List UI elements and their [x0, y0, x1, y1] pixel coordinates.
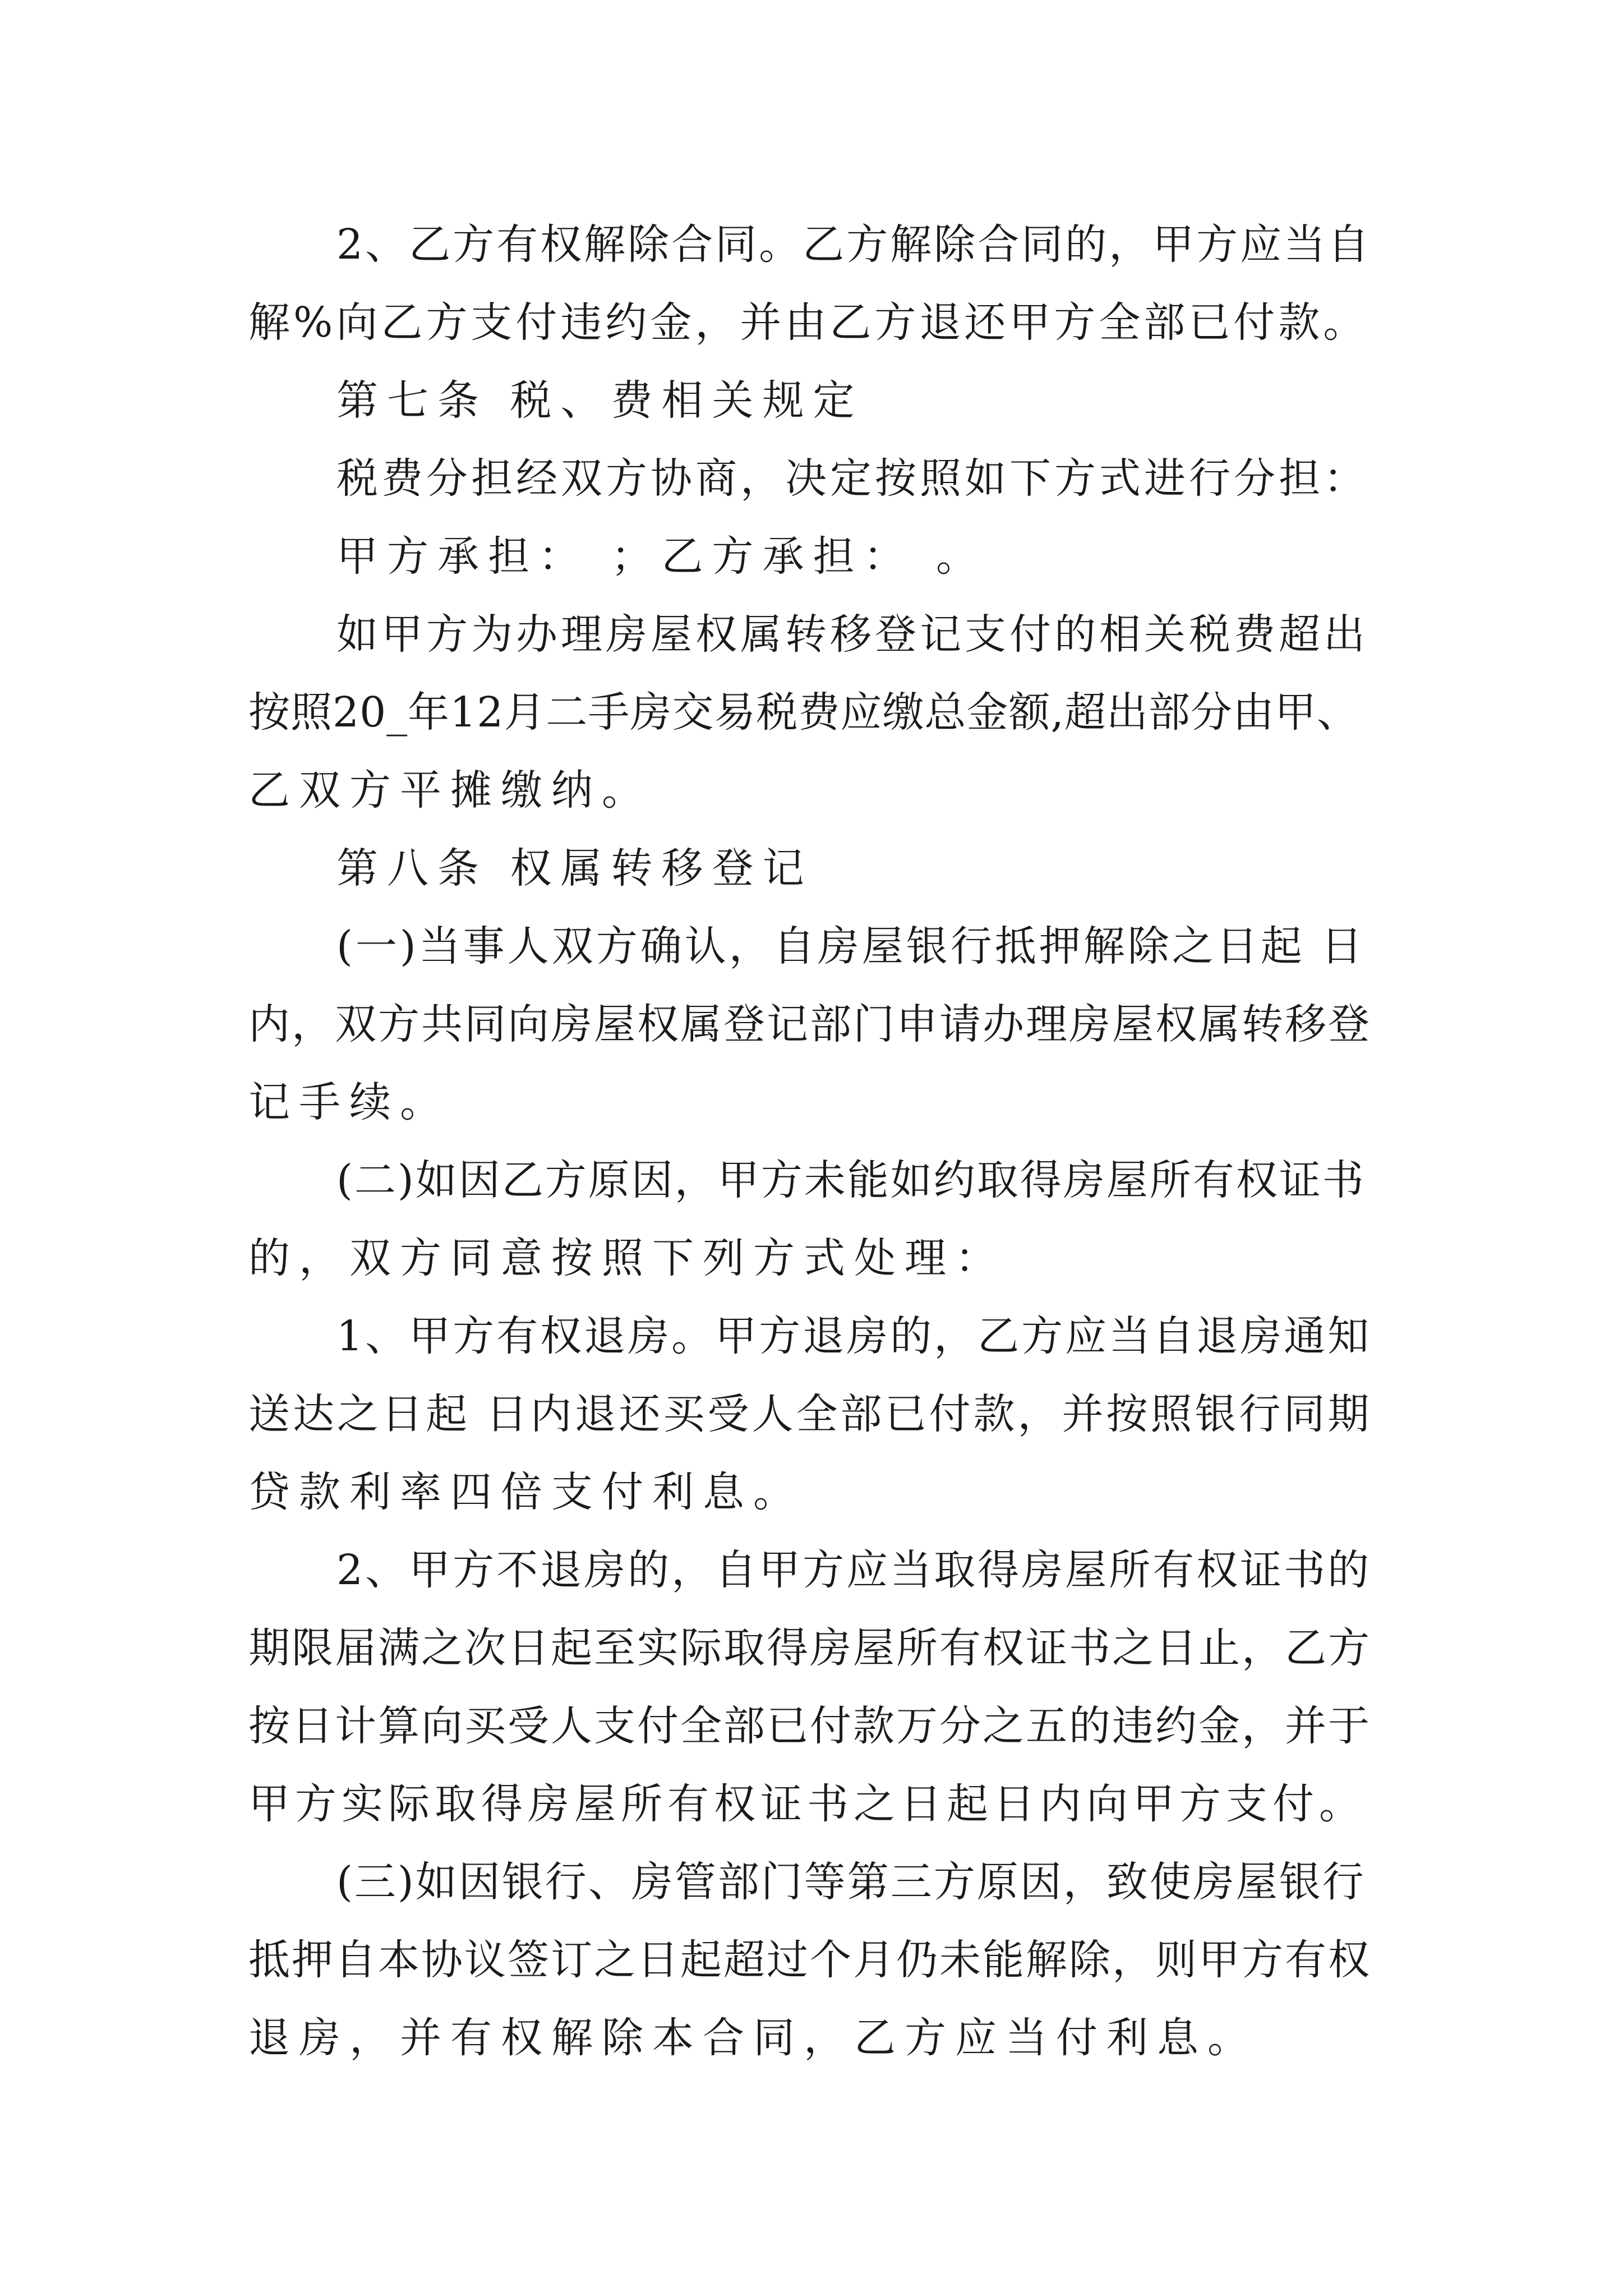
text-line: (一)当事人双方确认，自房屋银行抵押解除之日起 日	[336, 922, 1366, 970]
text-line: 按照20_年12月二手房交易税费应缴总金额,超出部分由甲、	[248, 688, 1359, 737]
text-line: 解%向乙方支付违约金，并由乙方退还甲方全部已付款。	[248, 298, 1368, 347]
text-line: 税费分担经双方协商，决定按照如下方式进行分担：	[336, 454, 1368, 503]
text-line: 如甲方为办理房屋权属转移登记支付的相关税费超出	[336, 610, 1368, 659]
text-line: (三)如因银行、房管部门等第三方原因，致使房屋银行	[336, 1858, 1366, 1906]
section-heading: 第七条 税、费相关规定	[336, 376, 864, 425]
text-line: 内，双方共同向房屋权属登记部门申请办理房屋权属转移登	[248, 1000, 1371, 1048]
text-line: 2、乙方有权解除合同。乙方解除合同的，甲方应当自	[336, 220, 1372, 269]
text-line: 送达之日起 日内退还买受人全部已付款，并按照银行同期	[248, 1390, 1372, 1438]
text-line: 的，双方同意按照下列方式处理：	[248, 1234, 1006, 1282]
text-line: 记手续。	[248, 1078, 450, 1126]
text-line: 2、甲方不退房的，自甲方应当取得房屋所有权证书的	[336, 1546, 1372, 1594]
text-line: 1、甲方有权退房。甲方退房的，乙方应当自退房通知	[336, 1312, 1372, 1360]
text-line: 甲方承担： ；乙方承担： 。	[336, 532, 987, 581]
text-line: 抵押自本协议签订之日起超过个月仍未能解除，则甲方有权	[248, 1936, 1371, 1984]
text-line: 甲方实际取得房屋所有权证书之日起日内向甲方支付。	[248, 1780, 1366, 1828]
text-line: 期限届满之次日起至实际取得房屋所有权证书之日止，乙方	[248, 1624, 1371, 1672]
text-line: 按日计算向买受人支付全部已付款万分之五的违约金，并于	[248, 1702, 1371, 1750]
text-line: 贷款利率四倍支付利息。	[248, 1468, 804, 1516]
text-line: (二)如因乙方原因，甲方未能如约取得房屋所有权证书	[336, 1156, 1366, 1204]
text-line: 乙双方平摊缴纳。	[248, 766, 652, 815]
section-heading: 第八条 权属转移登记	[336, 844, 813, 892]
text-line: 退房，并有权解除本合同，乙方应当付利息。	[248, 2014, 1258, 2062]
